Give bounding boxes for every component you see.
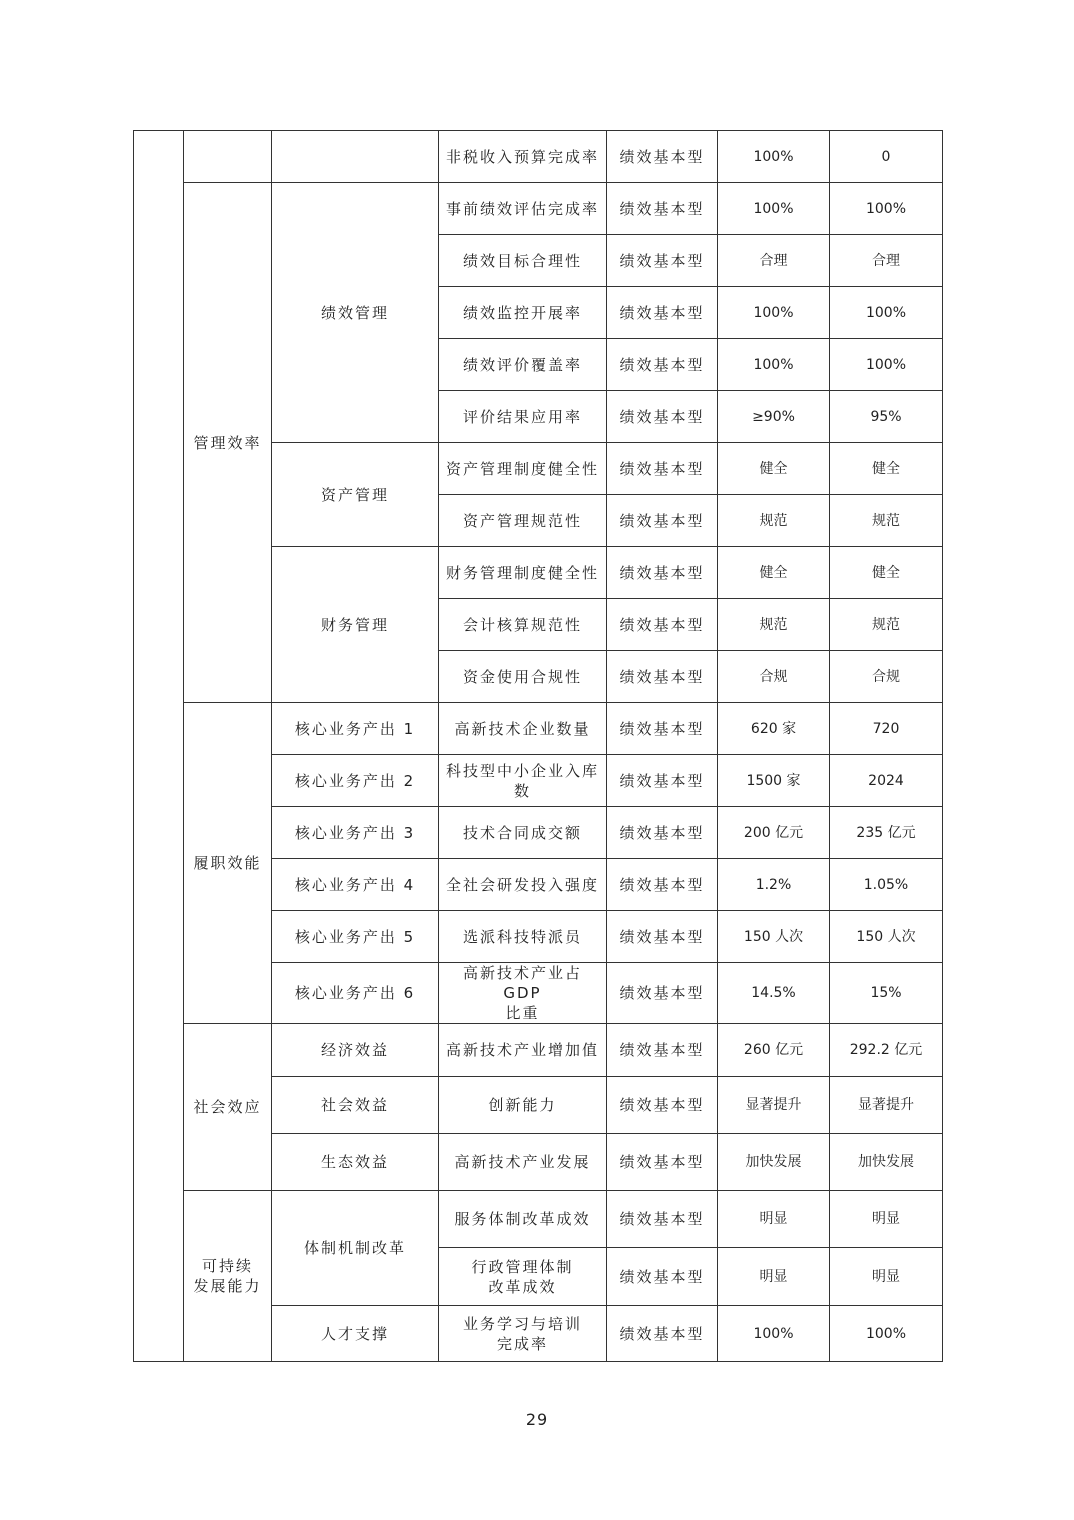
table-row	[134, 1024, 943, 1077]
indicator-cell: 科技型中小企业入库 数	[439, 755, 607, 807]
level3-category-cell	[272, 131, 439, 183]
target-value-cell: 1500 家	[718, 755, 830, 807]
level1-category-cell	[134, 131, 184, 1362]
target-value-cell: 150 人次	[718, 911, 830, 963]
target-value-cell: 显著提升	[718, 1077, 830, 1134]
actual-value-cell: 加快发展	[830, 1134, 943, 1191]
target-value-cell: 规范	[718, 495, 830, 547]
indicator-type-cell: 绩效基本型	[607, 547, 718, 599]
actual-value-cell: 100%	[830, 183, 943, 235]
indicator-type-cell: 绩效基本型	[607, 495, 718, 547]
target-value-cell: 14.5%	[718, 963, 830, 1024]
actual-value-cell: 1.05%	[830, 859, 943, 911]
indicator-type-cell: 绩效基本型	[607, 235, 718, 287]
indicator-cell: 非税收入预算完成率	[439, 131, 607, 183]
target-value-cell: 1.2%	[718, 859, 830, 911]
indicator-type-cell: 绩效基本型	[607, 703, 718, 755]
indicator-type-cell: 绩效基本型	[607, 391, 718, 443]
actual-value-cell: 100%	[830, 339, 943, 391]
level2-category-cell: 履职效能	[184, 703, 272, 1024]
indicator-cell: 资金使用合规性	[439, 651, 607, 703]
level2-category-cell: 可持续 发展能力	[184, 1191, 272, 1362]
indicator-cell: 服务体制改革成效	[439, 1191, 607, 1248]
indicator-cell: 高新技术产业发展	[439, 1134, 607, 1191]
level3-category-cell: 绩效管理	[272, 183, 439, 443]
actual-value-cell: 100%	[830, 287, 943, 339]
actual-value-cell: 显著提升	[830, 1077, 943, 1134]
indicator-type-cell: 绩效基本型	[607, 1024, 718, 1077]
target-value-cell: 620 家	[718, 703, 830, 755]
target-value-cell: 加快发展	[718, 1134, 830, 1191]
level3-category-cell: 核心业务产出 4	[272, 859, 439, 911]
page-number: 29	[525, 1410, 549, 1429]
level3-category-cell: 社会效益	[272, 1077, 439, 1134]
actual-value-cell: 15%	[830, 963, 943, 1024]
indicator-type-cell: 绩效基本型	[607, 651, 718, 703]
level3-category-cell: 核心业务产出 2	[272, 755, 439, 807]
level3-category-cell: 体制机制改革	[272, 1191, 439, 1306]
indicator-type-cell: 绩效基本型	[607, 963, 718, 1024]
indicator-type-cell: 绩效基本型	[607, 911, 718, 963]
actual-value-cell: 720	[830, 703, 943, 755]
indicator-type-cell: 绩效基本型	[607, 131, 718, 183]
table-row	[134, 703, 943, 755]
indicator-type-cell: 绩效基本型	[607, 1306, 718, 1362]
actual-value-cell: 合理	[830, 235, 943, 287]
indicator-type-cell: 绩效基本型	[607, 1248, 718, 1306]
level3-category-cell: 经济效益	[272, 1024, 439, 1077]
performance-indicator-table	[133, 130, 943, 1362]
indicator-type-cell: 绩效基本型	[607, 807, 718, 859]
actual-value-cell: 292.2 亿元	[830, 1024, 943, 1077]
indicator-type-cell: 绩效基本型	[607, 599, 718, 651]
indicator-type-cell: 绩效基本型	[607, 1134, 718, 1191]
level2-category-cell: 社会效应	[184, 1024, 272, 1191]
level3-category-cell: 核心业务产出 6	[272, 963, 439, 1024]
target-value-cell: 合规	[718, 651, 830, 703]
indicator-type-cell: 绩效基本型	[607, 1077, 718, 1134]
indicator-cell: 选派科技特派员	[439, 911, 607, 963]
table-row	[134, 183, 943, 235]
indicator-cell: 资产管理规范性	[439, 495, 607, 547]
indicator-cell: 事前绩效评估完成率	[439, 183, 607, 235]
indicator-type-cell: 绩效基本型	[607, 183, 718, 235]
actual-value-cell: 0	[830, 131, 943, 183]
indicator-type-cell: 绩效基本型	[607, 859, 718, 911]
level2-category-cell	[184, 131, 272, 183]
target-value-cell: 260 亿元	[718, 1024, 830, 1077]
target-value-cell: 100%	[718, 339, 830, 391]
table-row	[134, 1191, 943, 1248]
indicator-type-cell: 绩效基本型	[607, 287, 718, 339]
actual-value-cell: 100%	[830, 1306, 943, 1362]
indicator-cell: 资产管理制度健全性	[439, 443, 607, 495]
target-value-cell: 健全	[718, 443, 830, 495]
target-value-cell: 100%	[718, 183, 830, 235]
target-value-cell: 健全	[718, 547, 830, 599]
target-value-cell: 明显	[718, 1248, 830, 1306]
target-value-cell: 合理	[718, 235, 830, 287]
level3-category-cell: 生态效益	[272, 1134, 439, 1191]
indicator-type-cell: 绩效基本型	[607, 443, 718, 495]
target-value-cell: 明显	[718, 1191, 830, 1248]
indicator-cell: 会计核算规范性	[439, 599, 607, 651]
actual-value-cell: 150 人次	[830, 911, 943, 963]
actual-value-cell: 明显	[830, 1191, 943, 1248]
indicator-cell: 技术合同成交额	[439, 807, 607, 859]
target-value-cell: 100%	[718, 131, 830, 183]
indicator-cell: 评价结果应用率	[439, 391, 607, 443]
level2-category-cell: 管理效率	[184, 183, 272, 703]
level3-category-cell: 资产管理	[272, 443, 439, 547]
actual-value-cell: 规范	[830, 599, 943, 651]
actual-value-cell: 95%	[830, 391, 943, 443]
actual-value-cell: 合规	[830, 651, 943, 703]
indicator-type-cell: 绩效基本型	[607, 755, 718, 807]
actual-value-cell: 健全	[830, 547, 943, 599]
indicator-type-cell: 绩效基本型	[607, 1191, 718, 1248]
indicator-type-cell: 绩效基本型	[607, 339, 718, 391]
indicator-cell: 财务管理制度健全性	[439, 547, 607, 599]
actual-value-cell: 健全	[830, 443, 943, 495]
actual-value-cell: 规范	[830, 495, 943, 547]
indicator-cell: 绩效目标合理性	[439, 235, 607, 287]
target-value-cell: ≥90%	[718, 391, 830, 443]
indicator-cell: 业务学习与培训 完成率	[439, 1306, 607, 1362]
indicator-cell: 高新技术产业增加值	[439, 1024, 607, 1077]
target-value-cell: 100%	[718, 287, 830, 339]
level3-category-cell: 人才支撑	[272, 1306, 439, 1362]
indicator-cell: 行政管理体制 改革成效	[439, 1248, 607, 1306]
table-row	[134, 131, 943, 183]
target-value-cell: 200 亿元	[718, 807, 830, 859]
level3-category-cell: 核心业务产出 1	[272, 703, 439, 755]
indicator-cell: 绩效监控开展率	[439, 287, 607, 339]
indicator-cell: 高新技术产业占 GDP 比重	[439, 963, 607, 1024]
level3-category-cell: 核心业务产出 5	[272, 911, 439, 963]
indicator-cell: 绩效评价覆盖率	[439, 339, 607, 391]
indicator-cell: 高新技术企业数量	[439, 703, 607, 755]
indicator-cell: 全社会研发投入强度	[439, 859, 607, 911]
actual-value-cell: 235 亿元	[830, 807, 943, 859]
actual-value-cell: 2024	[830, 755, 943, 807]
target-value-cell: 规范	[718, 599, 830, 651]
target-value-cell: 100%	[718, 1306, 830, 1362]
actual-value-cell: 明显	[830, 1248, 943, 1306]
level3-category-cell: 财务管理	[272, 547, 439, 703]
level3-category-cell: 核心业务产出 3	[272, 807, 439, 859]
indicator-cell: 创新能力	[439, 1077, 607, 1134]
